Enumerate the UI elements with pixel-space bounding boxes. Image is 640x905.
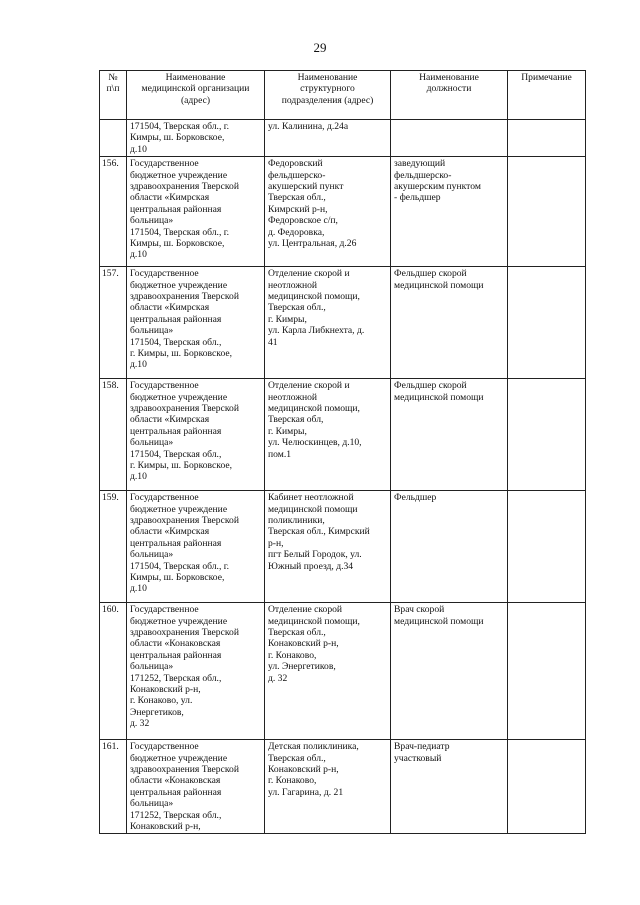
cell-line: Примечание [521, 72, 572, 83]
cell-line: здравоохранения Тверской [130, 181, 239, 193]
cell-line: больница» [130, 798, 174, 810]
table-header-row [100, 71, 586, 120]
cell-line: больница» [130, 325, 174, 337]
cell-line: медицинской помощи [394, 391, 484, 403]
cell-line: неотложной [268, 279, 318, 291]
row-number [100, 120, 127, 157]
cell-line: бюджетное учреждение [130, 752, 228, 764]
cell-line: ул. Гагарина, д. 21 [268, 786, 344, 798]
cell-line: ул. Калинина, д.24а [268, 121, 349, 132]
row-number: 159. [100, 491, 127, 603]
cell-line: Врач скорой [394, 604, 445, 616]
org-cell [127, 120, 265, 157]
cell-line: г. Кимры, ш. Борковское, [130, 460, 233, 472]
cell-line: медицинской помощи [394, 279, 484, 291]
cell-line: пом.1 [268, 448, 292, 460]
cell-line: центральная районная [130, 313, 222, 325]
position-cell [391, 603, 508, 740]
cell-line: 171504, Тверская обл., [130, 448, 222, 460]
cell-line: области «Кимрская [130, 302, 210, 314]
cell-line: области «Кимрская [130, 526, 210, 538]
cell-line: д.10 [130, 249, 147, 261]
cell-line: центральная районная [130, 425, 222, 437]
cell-line: медицинской помощи, [268, 615, 360, 627]
org-cell [127, 379, 265, 491]
cell-line: г. Конаково, [268, 649, 317, 661]
cell-line: бюджетное учреждение [130, 391, 228, 403]
cell-line: г. Кимры, [268, 313, 307, 325]
cell-line: Федоровское с/п, [268, 215, 338, 227]
position-cell [391, 267, 508, 379]
header-position [391, 71, 508, 120]
cell-line: г. Кимры, [268, 425, 307, 437]
cell-line: Детская поликлиника, [268, 741, 359, 753]
cell-line: № [108, 72, 118, 83]
row-number: 156. [100, 157, 127, 267]
unit-cell [265, 740, 391, 834]
cell-line: Отделение скорой [268, 604, 343, 616]
cell-line: 171504, Тверская обл., г. [130, 560, 230, 572]
cell-line: Тверская обл, [268, 414, 324, 426]
cell-line: Государственное [130, 158, 199, 170]
table-row [100, 491, 586, 603]
cell-line: ул. Челюскинцев, д.10, [268, 437, 362, 449]
cell-line: должности [426, 83, 472, 95]
cell-line: д.10 [130, 471, 147, 483]
cell-line: подразделения (адрес) [281, 94, 374, 106]
cell-line: поликлиники, [268, 515, 325, 527]
cell-line: Кабинет неотложной [268, 492, 354, 504]
cell-line: д.10 [130, 143, 147, 155]
row-number: 158. [100, 379, 127, 491]
cell-line: г. Конаково, ул. [130, 695, 193, 707]
cell-line: Федоровский [268, 158, 323, 170]
cell-line: д.10 [130, 359, 147, 371]
cell-line: фельдшерско- [268, 169, 326, 181]
cell-line: р-н, [268, 537, 284, 549]
staff-table [99, 70, 586, 834]
cell-line: Государственное [130, 604, 199, 616]
cell-line: Кимры, ш. Борковское, [130, 572, 225, 584]
cell-line: структурного [300, 83, 355, 95]
note-cell [508, 120, 586, 157]
cell-line: Тверская обл., [268, 627, 326, 639]
cell-line: Фельдшер [394, 492, 437, 504]
cell-line: здравоохранения Тверской [130, 627, 239, 639]
cell-line: Конаковский р-н, [130, 821, 201, 833]
cell-line: медицинской организации [141, 83, 250, 95]
cell-line: (адрес) [180, 94, 211, 106]
cell-line: Конаковский р-н, [130, 684, 201, 696]
cell-line: 171504, Тверская обл., г. [130, 121, 230, 132]
note-cell [508, 491, 586, 603]
unit-cell [265, 379, 391, 491]
cell-line: неотложной [268, 391, 318, 403]
cell-line: пгт Белый Городок, ул. [268, 549, 362, 561]
cell-line: медицинской помощи [394, 615, 484, 627]
cell-line: Кимры, ш. Борковское, [130, 238, 225, 250]
cell-line: Фельдшер скорой [394, 268, 467, 280]
cell-line: Конаковский р-н, [268, 764, 339, 776]
cell-line: Наименование [165, 72, 226, 83]
cell-line: области «Конаковская [130, 638, 221, 650]
row-number: 157. [100, 267, 127, 379]
cell-line: 171504, Тверская обл., г. [130, 226, 230, 238]
header-unit [265, 71, 391, 120]
cell-line: Кимры, ш. Борковское, [130, 132, 225, 144]
org-cell [127, 740, 265, 834]
table-row [100, 379, 586, 491]
cell-line: ул. Энергетиков, [268, 661, 336, 673]
note-cell [508, 379, 586, 491]
cell-line: Энергетиков, [130, 706, 184, 718]
cell-line: медицинской помощи [268, 503, 358, 515]
cell-line: д. 32 [130, 718, 150, 730]
org-cell [127, 267, 265, 379]
cell-line: Тверская обл., [268, 302, 326, 314]
cell-line: центральная районная [130, 203, 222, 215]
unit-cell [265, 157, 391, 267]
page-number: 29 [313, 40, 327, 55]
table-row [100, 120, 586, 157]
cell-line: Отделение скорой и [268, 268, 350, 280]
cell-line: Южный проезд, д.34 [268, 560, 354, 572]
table-row [100, 157, 586, 267]
table-row [100, 740, 586, 834]
cell-line: ул. Карла Либкнехта, д. [268, 325, 365, 337]
cell-line: фельдшерско- [394, 169, 452, 181]
org-cell [127, 157, 265, 267]
cell-line: Кимрский р-н, [268, 203, 328, 215]
cell-line: акушерский пункт [268, 181, 344, 193]
cell-line: больница» [130, 437, 174, 449]
cell-line: д.10 [130, 583, 147, 595]
table-row [100, 267, 586, 379]
header-note [508, 71, 586, 120]
cell-line: больница» [130, 549, 174, 561]
position-cell [391, 379, 508, 491]
cell-line: здравоохранения Тверской [130, 291, 239, 303]
cell-line: центральная районная [130, 649, 222, 661]
cell-line: д. 32 [268, 672, 288, 684]
cell-line: 171252, Тверская обл., [130, 672, 222, 684]
position-cell [391, 740, 508, 834]
cell-line: бюджетное учреждение [130, 279, 228, 291]
cell-line: здравоохранения Тверской [130, 403, 239, 415]
cell-line: больница» [130, 661, 174, 673]
cell-line: 171504, Тверская обл., [130, 336, 222, 348]
cell-line: здравоохранения Тверской [130, 515, 239, 527]
cell-line: Государственное [130, 741, 199, 753]
cell-line: бюджетное учреждение [130, 615, 228, 627]
cell-line: больница» [130, 215, 174, 227]
cell-line: Наименование [419, 72, 479, 83]
cell-line: Фельдшер скорой [394, 380, 467, 392]
cell-line: бюджетное учреждение [130, 503, 228, 515]
cell-line: г. Конаково, [268, 775, 317, 787]
cell-line: 41 [268, 336, 278, 348]
cell-line: д. Федоровка, [268, 226, 325, 238]
header-num [100, 71, 127, 120]
row-number: 161. [100, 740, 127, 834]
cell-line: Тверская обл., Кимрский [268, 526, 370, 538]
unit-cell [265, 491, 391, 603]
org-cell [127, 491, 265, 603]
cell-line: здравоохранения Тверской [130, 764, 239, 776]
position-cell [391, 157, 508, 267]
cell-line: Государственное [130, 492, 199, 504]
cell-line: участковый [394, 752, 442, 764]
cell-line: медицинской помощи, [268, 291, 360, 303]
position-cell [391, 120, 508, 157]
cell-line: Государственное [130, 380, 199, 392]
cell-line: Государственное [130, 268, 199, 280]
note-cell [508, 603, 586, 740]
cell-line: п\п [106, 83, 120, 95]
unit-cell [265, 120, 391, 157]
cell-line: центральная районная [130, 537, 222, 549]
cell-line: Наименование [297, 72, 358, 83]
cell-line: г. Кимры, ш. Борковское, [130, 348, 233, 360]
cell-line: ул. Центральная, д.26 [268, 238, 357, 250]
row-number: 160. [100, 603, 127, 740]
table-row [100, 603, 586, 740]
cell-line: заведующий [394, 158, 446, 170]
cell-line: области «Кимрская [130, 414, 210, 426]
cell-line: центральная районная [130, 786, 222, 798]
unit-cell [265, 603, 391, 740]
cell-line: области «Конаковская [130, 775, 221, 787]
cell-line: 171252, Тверская обл., [130, 809, 222, 821]
cell-line: медицинской помощи, [268, 403, 360, 415]
org-cell [127, 603, 265, 740]
cell-line: Врач-педиатр [394, 741, 450, 753]
note-cell [508, 157, 586, 267]
cell-line: - фельдшер [394, 192, 441, 204]
position-cell [391, 491, 508, 603]
cell-line: бюджетное учреждение [130, 169, 228, 181]
cell-line: Конаковский р-н, [268, 638, 339, 650]
note-cell [508, 740, 586, 834]
note-cell [508, 267, 586, 379]
cell-line: области «Кимрская [130, 192, 210, 204]
cell-line: Тверская обл., [268, 752, 326, 764]
unit-cell [265, 267, 391, 379]
header-org [127, 71, 265, 120]
cell-line: Тверская обл., [268, 192, 326, 204]
cell-line: Отделение скорой и [268, 380, 350, 392]
cell-line: акушерским пунктом [394, 181, 481, 193]
